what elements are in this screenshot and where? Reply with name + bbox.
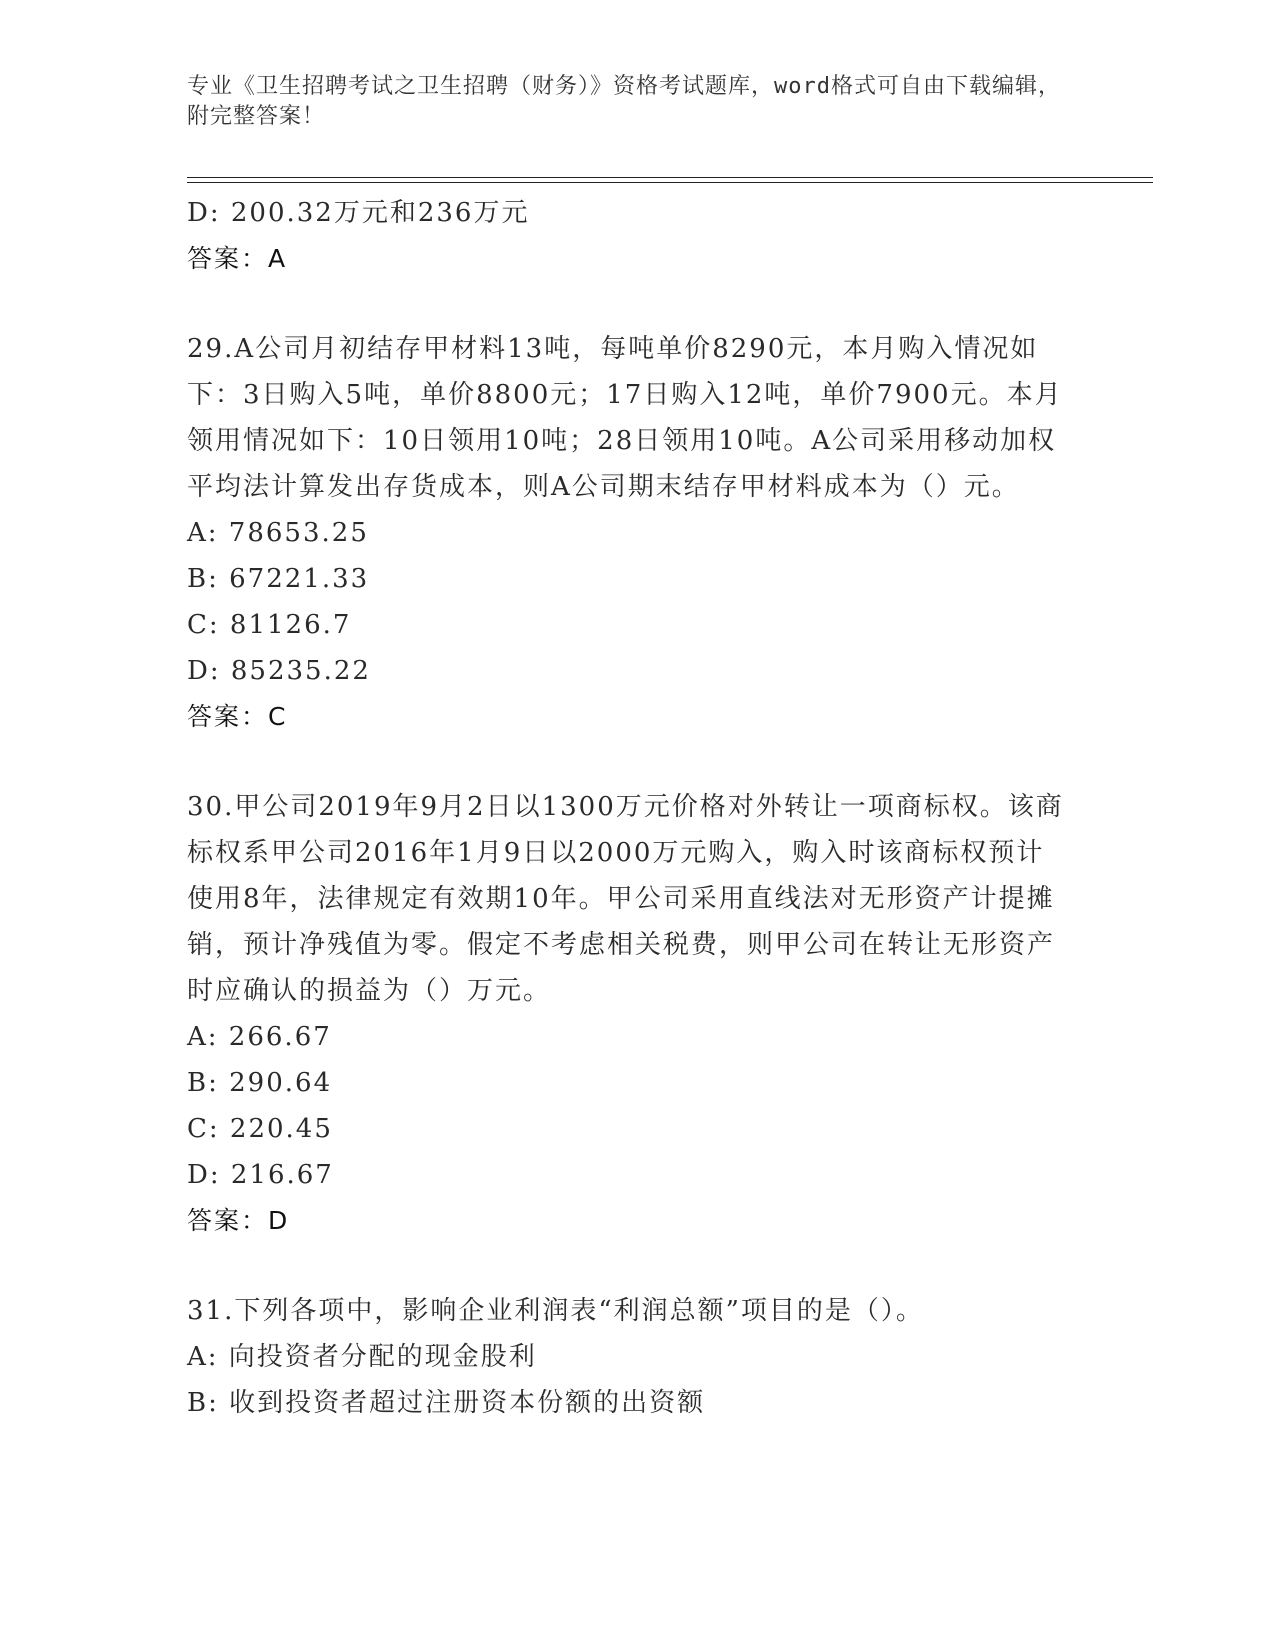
option-d: D: 216.67 xyxy=(187,1160,334,1190)
question-answer: 答案：D xyxy=(187,1206,290,1235)
option-c: C: 81126.7 xyxy=(187,610,352,640)
option-b: B: 收到投资者超过注册资本份额的出资额 xyxy=(187,1388,706,1418)
question-29 xyxy=(187,326,1067,740)
option-a: A: 向投资者分配的现金股利 xyxy=(187,1342,537,1372)
option-a: A: 78653.25 xyxy=(187,518,369,548)
prev-answer: 答案：A xyxy=(187,244,288,273)
document-body xyxy=(187,190,1067,1426)
question-stem: 29.A公司月初结存甲材料13吨，每吨单价8290元，本月购入情况如下：3日购入5吨，单价8800元；17日购入12吨，单价7900元。本月领用情况如下：10日领用10吨；28日领用10吨。A公司采用移动加权平均法计算发出存货成本，则A公司期末结存甲材料成本为（）元。 xyxy=(187,334,1063,502)
option-b: B: 67221.33 xyxy=(187,564,370,594)
document-header: 专业《卫生招聘考试之卫生招聘（财务）》资格考试题库，word格式可自由下载编辑，附完整答案！ xyxy=(187,74,1061,129)
spacer xyxy=(187,1244,1067,1288)
question-answer: 答案：C xyxy=(187,702,288,731)
question-stem: 31.下列各项中，影响企业利润表“利润总额”项目的是（）。 xyxy=(187,1296,924,1326)
option-c: C: 220.45 xyxy=(187,1114,333,1144)
spacer xyxy=(187,282,1067,326)
option-d: D: 85235.22 xyxy=(187,656,371,686)
prev-option-d: D: 200.32万元和236万元 xyxy=(187,198,530,228)
option-b: B: 290.64 xyxy=(187,1068,333,1098)
header-divider xyxy=(187,177,1153,183)
question-stem: 30.甲公司2019年9月2日以1300万元价格对外转让一项商标权。该商标权系甲公司2016年1月9日以2000万元购入，购入时该商标权预计使用8年，法律规定有效期10年。甲公司采用直线法对无形资产计提摊销，预计净残值为零。假定不考虑相关税费，则甲公司在转让无形资产时应确认的损益为（）万元。 xyxy=(187,792,1064,1006)
spacer xyxy=(187,740,1067,784)
option-a: A: 266.67 xyxy=(187,1022,332,1052)
question-30 xyxy=(187,784,1067,1244)
question-31 xyxy=(187,1288,1067,1426)
